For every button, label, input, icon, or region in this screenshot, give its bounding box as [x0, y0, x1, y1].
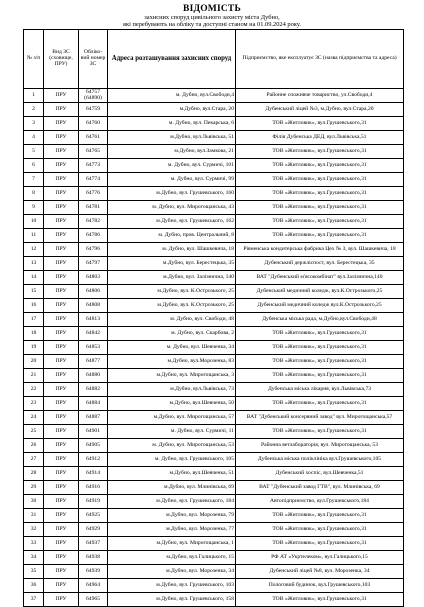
cell-address: м.Дубно, вул. Мирогощанська, 1 [108, 537, 236, 551]
cell-type: ПРУ [44, 285, 79, 299]
cell-num: 36 [24, 579, 44, 593]
cell-num: 27 [24, 453, 44, 467]
document-title: ВІДОМІСТЬ [183, 4, 241, 14]
cell-owner: ВАТ "Дубенський консервний завод" вул. Мирогощанська,57 [236, 411, 404, 425]
cell-address: м.Дубно, вул. Морозенка, 77 [108, 523, 236, 537]
cell-owner: ВАТ "Дубенський завод ГТВ", вул. Млинівська, 69 [236, 481, 404, 495]
subtitle-line-1: захисних споруд цивільного захисту міста Дубно, [144, 14, 280, 21]
cell-num: 25 [24, 425, 44, 439]
cell-address: м.Дубно, вул. Грушевського, 160 [108, 187, 236, 201]
cell-type: ПРУ [44, 495, 79, 509]
cell-num: 32 [24, 523, 44, 537]
cell-address: м.Дубно, вул. Мирогощанська, 57 [108, 411, 236, 425]
cell-num: 14 [24, 271, 44, 285]
cell-record: 64887 [79, 411, 108, 425]
cell-num: 5 [24, 145, 44, 159]
cell-type: ПРУ [44, 327, 79, 341]
cell-num: 33 [24, 537, 44, 551]
cell-num: 20 [24, 355, 44, 369]
table-row [24, 537, 404, 551]
cell-num: 3 [24, 117, 44, 131]
header-num: № з/п [24, 30, 44, 89]
cell-address: м.Дубно, вул.Стара, 20 [108, 103, 236, 117]
cell-address: м. Дубно, вул. Мирогощанська, 53 [108, 439, 236, 453]
cell-type: ПРУ [44, 453, 79, 467]
cell-address: м.Дубно, вул.Львівська, 51 [108, 131, 236, 145]
cell-record: 64937 [79, 537, 108, 551]
cell-num: 22 [24, 383, 44, 397]
cell-address: м.Дубно, вул. Млинівська, 69 [108, 481, 236, 495]
cell-owner: ВАТ "Дубенський м'ясокомбінат" вул.Залізнична,140 [236, 271, 404, 285]
cell-owner: ТОВ «Житловик», вул.Грушевського,31 [236, 397, 404, 411]
cell-type: ПРУ [44, 299, 79, 313]
cell-num: 18 [24, 327, 44, 341]
cell-record: 64761 [79, 131, 108, 145]
table-row [24, 215, 404, 229]
cell-num: 15 [24, 285, 44, 299]
cell-owner: ТОВ «Житловик», вул.Грушевського,31 [236, 187, 404, 201]
cell-record: 64901 [79, 425, 108, 439]
cell-address: м.Дубно, вул. Грушевського, 158 [108, 593, 236, 607]
table-row [24, 313, 404, 327]
table-row [24, 425, 404, 439]
cell-owner: Районна ветлабораторія, вул. Мирогощанська, 53 [236, 439, 404, 453]
table-body [24, 89, 404, 607]
cell-record: 64773 [79, 159, 108, 173]
table-row [24, 579, 404, 593]
cell-num: 34 [24, 551, 44, 565]
table-row [24, 103, 404, 117]
cell-type: ПРУ [44, 257, 79, 271]
cell-owner: Пологовий будинок, вул.Грушевського,103 [236, 579, 404, 593]
table-row [24, 341, 404, 355]
cell-num: 37 [24, 593, 44, 607]
table-row [24, 257, 404, 271]
cell-num: 28 [24, 467, 44, 481]
shelters-table [23, 29, 404, 607]
cell-type: ПРУ [44, 271, 79, 285]
cell-type: ПРУ [44, 383, 79, 397]
cell-type: ПРУ [44, 425, 79, 439]
cell-owner: ТОВ «Житловик», вул.Грушевського,31 [236, 145, 404, 159]
cell-address: м.Дубно, вул.Галицького, 15 [108, 551, 236, 565]
cell-type: ПРУ [44, 509, 79, 523]
header-type: Вид ЗС (сховище, ПРУ) [44, 30, 79, 89]
cell-owner: ТОВ «Житловик», вул.Грушевського,31 [236, 327, 404, 341]
table-row [24, 369, 404, 383]
cell-record: 64929 [79, 523, 108, 537]
cell-owner: Районне споживче товариство, ул.Свободи,4 [236, 89, 404, 103]
cell-record: 64925 [79, 509, 108, 523]
cell-record: 64914 [79, 467, 108, 481]
cell-owner: Дубенська міська поліклініка вул.Грушевського,105 [236, 453, 404, 467]
cell-address: м.Дубно, вул. Мирогощанська, 3 [108, 369, 236, 383]
cell-address: м.Дубно, вул.Замкова, 21 [108, 145, 236, 159]
cell-type: ПРУ [44, 243, 79, 257]
cell-record: 64880 [79, 369, 108, 383]
cell-num: 10 [24, 215, 44, 229]
cell-address: м.Дубно, вул. Морозенка, 79 [108, 509, 236, 523]
cell-record: 64757 (64890) [79, 89, 108, 103]
cell-record: 64797 [79, 257, 108, 271]
table-row [24, 481, 404, 495]
cell-address: м. Дубно, вул. Свободи, 48 [108, 313, 236, 327]
cell-type: ПРУ [44, 145, 79, 159]
cell-owner: ТОВ «Житловик», вул.Грушевського,31 [236, 509, 404, 523]
cell-num: 23 [24, 397, 44, 411]
cell-record: 64803 [79, 271, 108, 285]
cell-address: м. Дубно, вул.Свободи,4 [108, 89, 236, 103]
table-row [24, 173, 404, 187]
header-row [24, 30, 404, 89]
cell-type: ПРУ [44, 565, 79, 579]
table-row [24, 523, 404, 537]
table-row [24, 229, 404, 243]
cell-owner: ТОВ «Житловик», вул.Грушевського,31 [236, 229, 404, 243]
table-row [24, 243, 404, 257]
cell-address: м.Дубно, вул. Берестецька, 35 [108, 257, 236, 271]
cell-owner: ТОВ «Житловик», вул.Грушевського,31 [236, 215, 404, 229]
cell-num: 31 [24, 509, 44, 523]
cell-owner: ТОВ «Житловик», вул.Грушевського,31 [236, 537, 404, 551]
cell-type: ПРУ [44, 551, 79, 565]
cell-record: 64884 [79, 397, 108, 411]
table-row [24, 439, 404, 453]
cell-type: ПРУ [44, 523, 79, 537]
cell-record: 64912 [79, 453, 108, 467]
cell-owner: Дубенський медичний коледж, вул.К.Острозького,25 [236, 285, 404, 299]
cell-type: ПРУ [44, 131, 79, 145]
cell-record: 64796 [79, 243, 108, 257]
cell-address: м.Дубно, вул.Шевченка, 51 [108, 467, 236, 481]
cell-owner: ТОВ «Житловик», вул.Грушевського,31 [236, 173, 404, 187]
table-row [24, 383, 404, 397]
cell-record: 64813 [79, 313, 108, 327]
table-header [24, 30, 404, 89]
cell-record: 64774 [79, 173, 108, 187]
cell-owner: РФ АТ «Укртелеком», вул.Галицького,15 [236, 551, 404, 565]
cell-owner: Дубенський ліцей №3, м.Дубно, вул.Стара,20 [236, 103, 404, 117]
cell-type: ПРУ [44, 229, 79, 243]
cell-owner: Рівненська кондитерська фабрика Цех № 3, вул. Шашкевича, 18 [236, 243, 404, 257]
cell-address: м.Дубно, вул. Грушевського, 162 [108, 215, 236, 229]
cell-owner: ТОВ «Житловик», вул.Грушевського,31 [236, 425, 404, 439]
cell-address: м. Дубно, вул. Пекарська, 6 [108, 117, 236, 131]
table-row [24, 117, 404, 131]
cell-address: м.Дубно, вул. К.Острозького, 25 [108, 285, 236, 299]
header-record: Обліко-вий номер ЗС [79, 30, 108, 89]
cell-record: 64786 [79, 229, 108, 243]
cell-num: 8 [24, 187, 44, 201]
cell-record: 64853 [79, 341, 108, 355]
cell-record: 64965 [79, 593, 108, 607]
cell-num: 16 [24, 299, 44, 313]
cell-type: ПРУ [44, 313, 79, 327]
cell-type: ПРУ [44, 173, 79, 187]
cell-address: м. Дубно, вул. Сурмичі, 11 [108, 425, 236, 439]
document-subtitle [0, 14, 424, 29]
table-row [24, 327, 404, 341]
cell-record: 64938 [79, 551, 108, 565]
cell-owner: ТОВ «Житловик», вул.Грушевського,31 [236, 355, 404, 369]
cell-type: ПРУ [44, 467, 79, 481]
table-row [24, 355, 404, 369]
cell-num: 1 [24, 89, 44, 103]
cell-owner: ТОВ «Житловик», вул.Грушевського,31 [236, 117, 404, 131]
cell-type: ПРУ [44, 187, 79, 201]
cell-num: 29 [24, 481, 44, 495]
cell-record: 64765 [79, 145, 108, 159]
cell-owner: Дубенський медичний коледж вул.К.Острозького,25 [236, 299, 404, 313]
cell-record: 64939 [79, 565, 108, 579]
table-row [24, 271, 404, 285]
cell-owner: Дубенська міська лікарня, вул.Львівська,73 [236, 383, 404, 397]
cell-type: ПРУ [44, 481, 79, 495]
cell-type: ПРУ [44, 593, 79, 607]
cell-type: ПРУ [44, 117, 79, 131]
cell-num: 35 [24, 565, 44, 579]
cell-record: 64759 [79, 103, 108, 117]
cell-type: ПРУ [44, 89, 79, 103]
cell-type: ПРУ [44, 579, 79, 593]
table-row [24, 131, 404, 145]
cell-type: ПРУ [44, 355, 79, 369]
cell-type: ПРУ [44, 411, 79, 425]
cell-address: м.Дубно, вул. К.Острозького, 25 [108, 299, 236, 313]
cell-address: м.Дубно, вул. Грушевського, 184 [108, 495, 236, 509]
header-owner: Підприємство, яке експлуатує ЗС (назва підприємства та адреса) [236, 30, 404, 89]
cell-owner: ТОВ «Житловик», вул.Грушевського,31 [236, 523, 404, 537]
cell-address: м. Дубно, вул. Грушевського, 105 [108, 453, 236, 467]
cell-type: ПРУ [44, 201, 79, 215]
cell-address: м. Дубно, вул. Скарбова, 2 [108, 327, 236, 341]
cell-record: 64877 [79, 355, 108, 369]
cell-address: м. Дубно, вул. Шашкевича, 18 [108, 243, 236, 257]
cell-type: ПРУ [44, 537, 79, 551]
header-address: Адреса розташування захисних споруд [108, 30, 236, 89]
subtitle-line-2: які перебувають на обліку та доступні станом на 01.09.2024 року. [123, 21, 301, 29]
cell-num: 13 [24, 257, 44, 271]
table-row [24, 565, 404, 579]
cell-record: 64905 [79, 439, 108, 453]
cell-type: ПРУ [44, 159, 79, 173]
cell-address: м. Дубно, вул. Сурмичі, 101 [108, 159, 236, 173]
table-row [24, 145, 404, 159]
cell-address: м.Дубно, вул.Морозенка, 83 [108, 355, 236, 369]
table-row [24, 411, 404, 425]
cell-address: м. Дубно, вул. Мирогощанська, 43 [108, 201, 236, 215]
cell-num: 12 [24, 243, 44, 257]
cell-num: 17 [24, 313, 44, 327]
table-row [24, 453, 404, 467]
cell-num: 4 [24, 131, 44, 145]
cell-record: 64781 [79, 201, 108, 215]
cell-num: 11 [24, 229, 44, 243]
cell-address: м.Дубно, вул. Грушевського, 103 [108, 579, 236, 593]
table-row [24, 509, 404, 523]
cell-address: м.Дубно, вул.Шевченка, 50 [108, 397, 236, 411]
cell-record: 64760 [79, 117, 108, 131]
cell-owner: ТОВ «Житловик», вул.Грушевського,31 [236, 369, 404, 383]
cell-owner: ТОВ «Житловик», вул.Грушевського,31 [236, 159, 404, 173]
cell-address: м.Дубно, вул. Залізнична, 140 [108, 271, 236, 285]
table-row [24, 467, 404, 481]
cell-type: ПРУ [44, 439, 79, 453]
cell-record: 64842 [79, 327, 108, 341]
cell-num: 9 [24, 201, 44, 215]
table-row [24, 89, 404, 103]
table-row [24, 495, 404, 509]
cell-type: ПРУ [44, 397, 79, 411]
cell-num: 21 [24, 369, 44, 383]
cell-type: ПРУ [44, 103, 79, 117]
cell-record: 64806 [79, 285, 108, 299]
cell-num: 2 [24, 103, 44, 117]
table-row [24, 201, 404, 215]
cell-num: 7 [24, 173, 44, 187]
cell-address: м. Дубно, вул. Шевченка, 34 [108, 341, 236, 355]
table-row [24, 187, 404, 201]
cell-num: 24 [24, 411, 44, 425]
cell-owner: Автопідприємство, вул.Грушевського,184 [236, 495, 404, 509]
cell-record: 64964 [79, 579, 108, 593]
cell-owner: Філія Дубенська ДЕД, вул.Львівська,51 [236, 131, 404, 145]
cell-num: 6 [24, 159, 44, 173]
cell-record: 64916 [79, 481, 108, 495]
cell-type: ПРУ [44, 341, 79, 355]
cell-record: 64919 [79, 495, 108, 509]
cell-record: 64882 [79, 383, 108, 397]
cell-address: м. Дубно, пров. Центральний, 8 [108, 229, 236, 243]
cell-num: 30 [24, 495, 44, 509]
cell-address: м.Дубно, вул. Морозенка, 34 [108, 565, 236, 579]
table-row [24, 299, 404, 313]
cell-owner: ТОВ «Житловик», вул.Грушевського,31 [236, 593, 404, 607]
cell-address: м.Дубно, вул.Львівська, 73 [108, 383, 236, 397]
cell-record: 64808 [79, 299, 108, 313]
table-row [24, 159, 404, 173]
table-row [24, 551, 404, 565]
cell-type: ПРУ [44, 215, 79, 229]
table-row [24, 285, 404, 299]
cell-owner: Дубенський ліцей №8, вул. Морозенка, 34 [236, 565, 404, 579]
cell-owner: Дубенський держліспост, вул. Берестецька, 35 [236, 257, 404, 271]
cell-owner: ТОВ «Житловик», вул.Грушевського,31 [236, 341, 404, 355]
cell-num: 26 [24, 439, 44, 453]
cell-owner: Дубенський хоспіс, вул.Шевченка,51 [236, 467, 404, 481]
cell-record: 64782 [79, 215, 108, 229]
cell-owner: Дубенська міська рада, м.Дубно,вул.Свободи,48 [236, 313, 404, 327]
cell-address: м. Дубно, вул. Сурмичі, 99 [108, 173, 236, 187]
cell-owner: ТОВ «Житловик», вул.Грушевського,31 [236, 201, 404, 215]
cell-type: ПРУ [44, 369, 79, 383]
cell-record: 64776 [79, 187, 108, 201]
cell-num: 19 [24, 341, 44, 355]
table-row [24, 397, 404, 411]
